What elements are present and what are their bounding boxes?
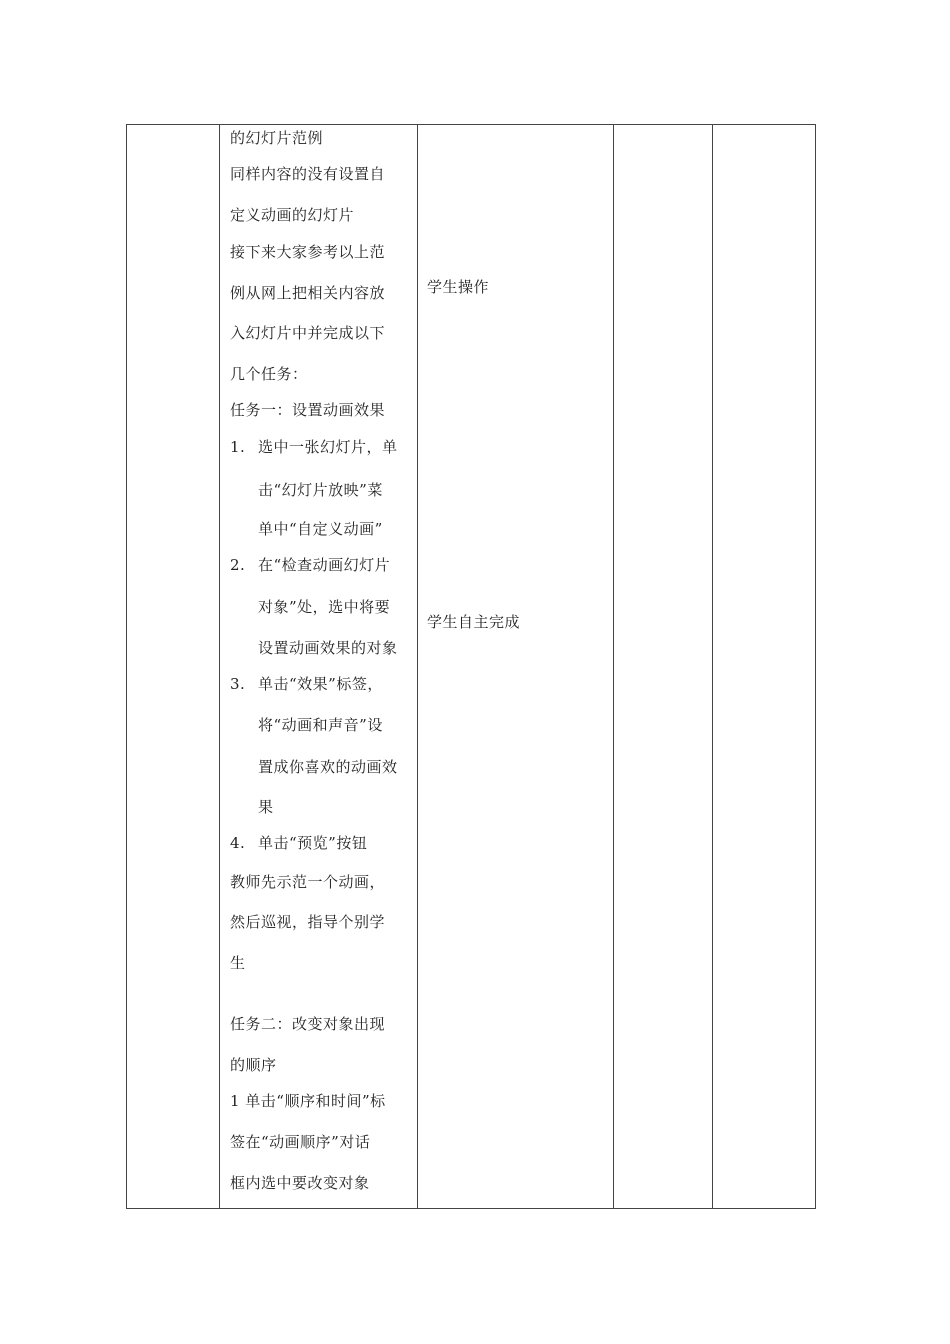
text-line: 任务二：改变对象出现	[230, 1015, 386, 1033]
list-text: 单击“预览”按钮	[258, 834, 368, 852]
text-line: 入幻灯片中并完成以下	[230, 324, 386, 342]
text-line: 例从网上把相关内容放	[230, 284, 386, 302]
column-divider	[712, 125, 713, 1208]
list-number: 1.	[230, 438, 246, 456]
text-line: 对象”处，选中将要	[258, 598, 391, 616]
list-text: 单击“效果”标签，	[258, 675, 383, 693]
text-line: 然后巡视，指导个别学	[230, 913, 386, 931]
lesson-table	[126, 124, 816, 1209]
text-line: 任务一：设置动画效果	[230, 401, 386, 419]
text-line: 果	[258, 798, 274, 816]
list-text: 在“检查动画幻灯片	[258, 556, 391, 574]
list-item-2	[230, 555, 390, 575]
text-line: 的顺序	[230, 1056, 277, 1074]
text-line: 的幻灯片范例	[230, 129, 324, 147]
column-divider	[219, 125, 220, 1208]
list-number: 2.	[230, 556, 246, 574]
text-line: 签在“动画顺序”对话	[230, 1133, 371, 1151]
text-line: 单中“自定义动画”	[258, 520, 383, 538]
column-divider	[417, 125, 418, 1208]
text-line: 接下来大家参考以上范	[230, 243, 386, 261]
text-line: 定义动画的幻灯片	[230, 206, 355, 224]
text-line: 框内选中要改变对象	[230, 1174, 370, 1192]
text-line: 同样内容的没有设置自	[230, 165, 386, 183]
list-item-1	[230, 437, 398, 457]
list-number: 4.	[230, 834, 246, 852]
list-item-3	[230, 674, 383, 694]
text-line: 将“动画和声音”设	[258, 716, 383, 734]
text-line: 击“幻灯片放映”菜	[258, 481, 383, 499]
list-item-4	[230, 833, 367, 853]
text-line: 学生操作	[427, 278, 490, 296]
text-line: 几个任务：	[230, 365, 308, 383]
text-line: 设置动画效果的对象	[258, 639, 398, 657]
text-line: 教师先示范一个动画，	[230, 873, 386, 891]
text-line: 生	[230, 954, 246, 972]
column-divider	[613, 125, 614, 1208]
text-line: 学生自主完成	[427, 613, 521, 631]
list-number: 3.	[230, 675, 246, 693]
list-text: 选中一张幻灯片，单	[258, 438, 398, 456]
text-line: 置成你喜欢的动画效	[258, 758, 398, 776]
text-line: 1 单击“顺序和时间”标	[230, 1092, 386, 1110]
